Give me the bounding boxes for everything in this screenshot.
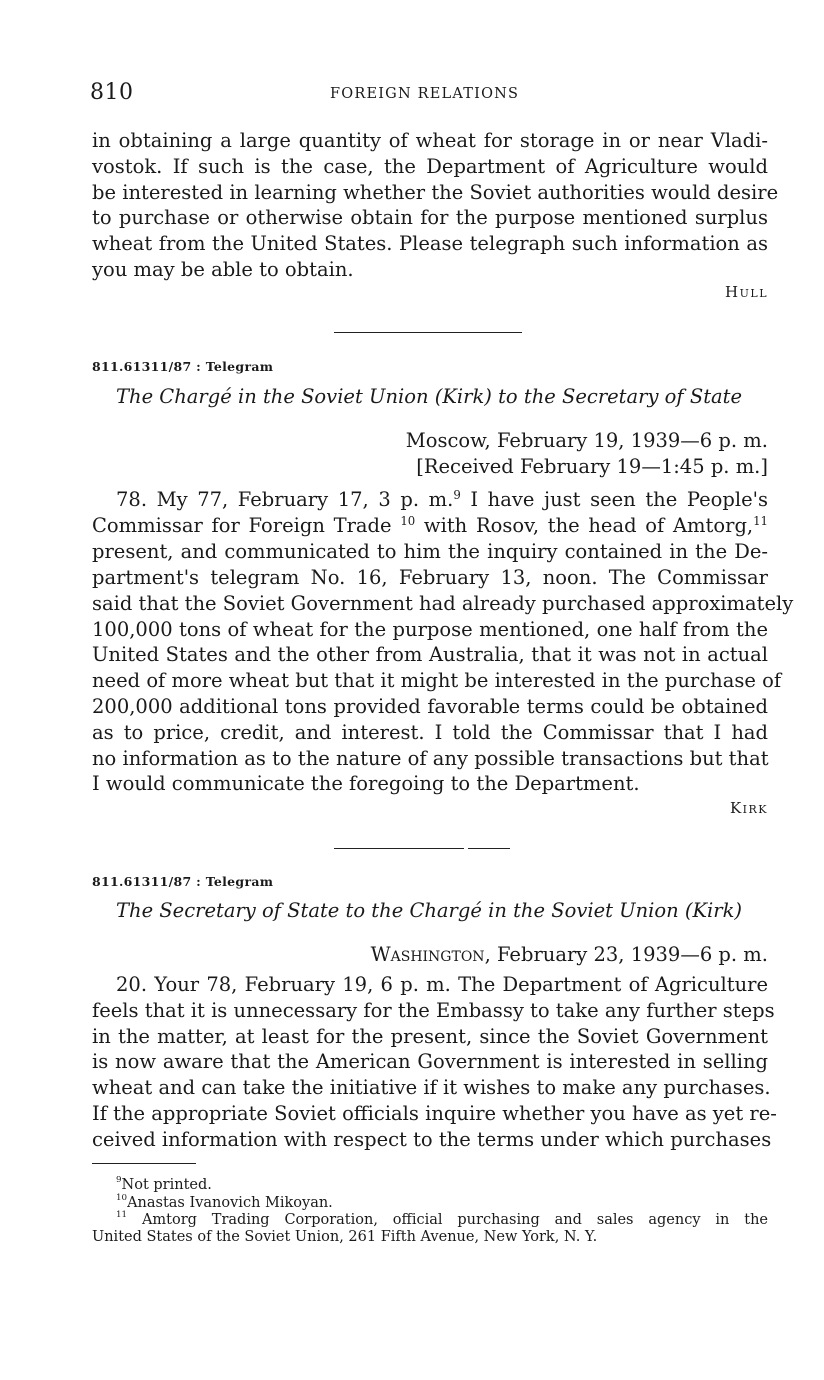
file-reference-2: 811.61311/87 : Telegram: [92, 874, 274, 889]
section-divider-2a: [334, 848, 464, 849]
footnote-11-text-1: Amtorg Trading Corporation, official purchasing and sales agency in the: [141, 1212, 768, 1228]
block1-line-2: vostok. If such is the case, the Department of Agriculture would: [92, 155, 768, 178]
doc2-line-1-tail: I have just seen the People's: [470, 488, 768, 511]
footnote-11-line-1: [116, 1211, 768, 1229]
doc2-line-2-lead: Commissar for Foreign Trade: [92, 514, 392, 537]
block1-line-6: you may be able to obtain.: [92, 258, 354, 281]
footnote-11-mark: 11: [116, 1210, 128, 1220]
doc3-line-4: is now aware that the American Government is interested in selling: [92, 1050, 768, 1073]
doc2-line-7: United States and the other from Australia, that it was not in actual: [92, 643, 768, 666]
doc3-line-1: 20. Your 78, February 19, 6 p. m. The Department of Agriculture: [116, 973, 768, 996]
footnote-ref-10: 10: [400, 514, 416, 528]
doc2-line-1: [116, 487, 768, 513]
doc2-line-3: present, and communicated to him the inquiry contained in the De-: [92, 540, 768, 563]
page-number: 810: [90, 80, 134, 105]
block1-line-5: wheat from the United States. Please telegraph such information as: [92, 232, 768, 255]
block1-line-3: be interested in learning whether the Soviet authorities would desire: [92, 181, 779, 204]
document-title-2: The Secretary of State to the Chargé in the Soviet Union (Kirk): [116, 899, 743, 922]
doc2-line-5: said that the Soviet Government had already purchased approximately: [92, 592, 794, 615]
section-divider-1: [334, 332, 522, 333]
footnote-9-text: Not printed.: [121, 1177, 212, 1193]
block1-line-4: to purchase or otherwise obtain for the purpose mentioned surplus: [92, 206, 768, 229]
doc2-line-9: 200,000 additional tons provided favorable terms could be obtained: [92, 695, 768, 718]
doc2-line-8: need of more wheat but that it might be interested in the purchase of: [92, 669, 782, 692]
block1-line-1: in obtaining a large quantity of wheat for storage in or near Vladi-: [92, 129, 768, 152]
received-line: [Received February 19—1:45 p. m.]: [416, 455, 768, 478]
file-reference-1: 811.61311/87 : Telegram: [92, 359, 274, 374]
doc2-line-10: as to price, credit, and interest. I told the Commissar that I had: [92, 721, 768, 744]
footnote-ref-11: 11: [753, 514, 768, 528]
section-divider-2b: [468, 848, 510, 849]
doc3-line-6: If the appropriate Soviet officials inquire whether you have as yet re-: [92, 1102, 777, 1125]
doc3-line-2: feels that it is unnecessary for the Embassy to take any further steps: [92, 999, 775, 1022]
footnote-ref-9: 9: [453, 488, 461, 502]
doc2-line-6: 100,000 tons of wheat for the purpose mentioned, one half from the: [92, 618, 768, 641]
signature-kirk: Kirk: [729, 799, 768, 817]
doc2-line-2-tail: with Rosov, the head of Amtorg,: [423, 514, 754, 537]
doc3-line-7: ceived information with respect to the terms under which purchases: [92, 1128, 772, 1151]
document-title-1: The Chargé in the Soviet Union (Kirk) to the Secretary of State: [116, 385, 743, 408]
footnote-9: [116, 1176, 212, 1194]
footnote-9-mark: 9: [116, 1175, 122, 1185]
doc2-line-2: [92, 513, 768, 539]
footnote-11-line-2: United States of the Soviet Union, 261 Fifth Avenue, New York, N. Y.: [92, 1229, 598, 1245]
footnote-10-mark: 10: [116, 1193, 128, 1203]
dateline-2-place: Washington: [370, 943, 485, 966]
footnote-rule: [92, 1163, 196, 1164]
signature-hull: Hull: [725, 283, 768, 301]
footnote-10: [116, 1194, 333, 1212]
doc2-line-4: partment's telegram No. 16, February 13, noon. The Commissar: [92, 566, 768, 589]
dateline-2-rest: , February 23, 1939—6 p. m.: [484, 943, 768, 966]
doc3-line-5: wheat and can take the initiative if it wishes to make any purchases.: [92, 1076, 771, 1099]
doc3-line-3: in the matter, at least for the present, since the Soviet Government: [92, 1025, 768, 1048]
footnote-10-text: Anastas Ivanovich Mikoyan.: [127, 1195, 333, 1211]
doc2-line-12: I would communicate the foregoing to the Department.: [92, 772, 640, 795]
doc2-line-1-lead: 78. My 77, February 17, 3 p. m.: [116, 488, 454, 511]
dateline-1: Moscow, February 19, 1939—6 p. m.: [405, 429, 768, 452]
doc2-line-11: no information as to the nature of any possible transactions but that: [92, 747, 769, 770]
dateline-2: [371, 943, 768, 966]
running-title: FOREIGN RELATIONS: [330, 86, 520, 102]
